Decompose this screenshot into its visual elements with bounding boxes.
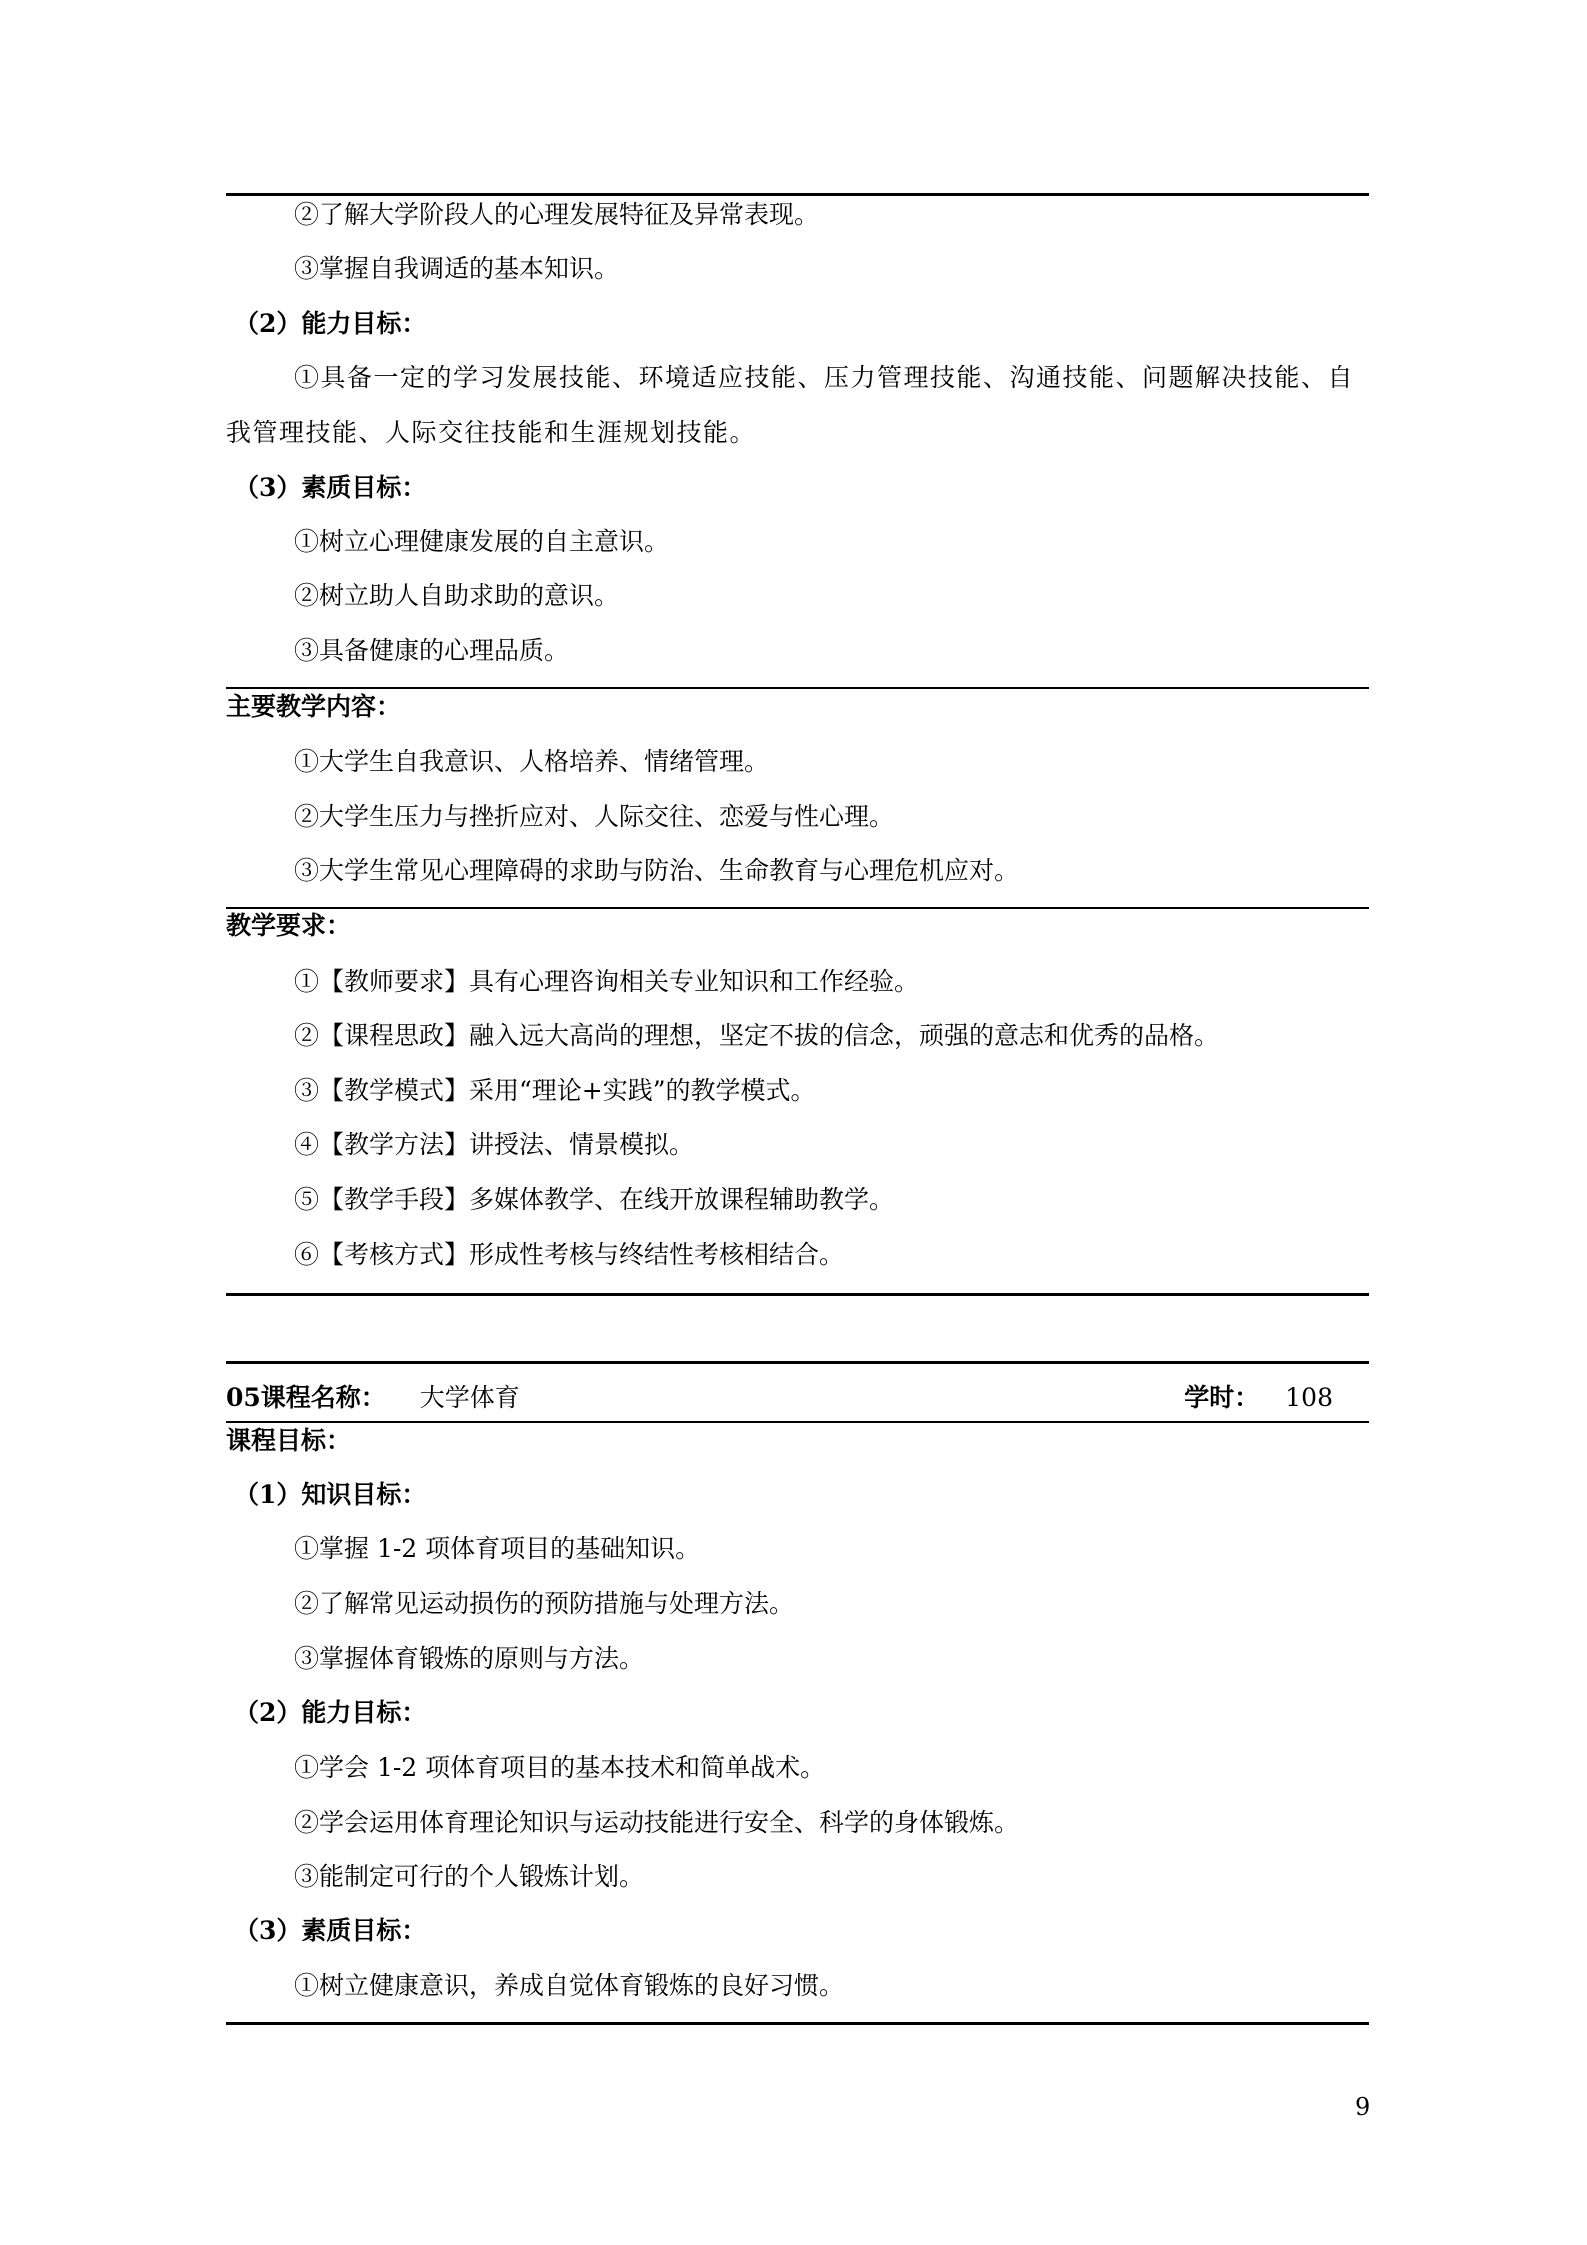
quality-heading: （3）素质目标： [234,473,427,502]
course-name-value: 大学体育 [419,1383,520,1412]
page-number: 9 [1355,2093,1371,2121]
ability-item-1: ①具备一定的学习发展技能、环境适应技能、压力管理技能、沟通技能、问题解决技能、自我管理技能、人际交往技能和生涯规划技能。 [226,363,1355,447]
hours-label: 学时： [1184,1383,1260,1412]
content-item-3: ③大学生常见心理障碍的求助与防治、生命教育与心理危机应对。 [294,856,1020,885]
hours-value: 108 [1285,1383,1333,1412]
knowledge-item-2: ②了解大学阶段人的心理发展特征及异常表现。 [294,200,820,229]
requirement-item-1: ①【教师要求】具有心理咨询相关专业知识和工作经验。 [294,967,920,996]
quality-item-1: ①树立心理健康发展的自主意识。 [294,527,670,556]
requirement-item-3: ③【教学模式】采用“理论+实践”的教学模式。 [294,1076,816,1105]
requirement-item-2: ②【课程思政】融入远大高尚的理想，坚定不拔的信念，顽强的意志和优秀的品格。 [294,1021,1220,1050]
pe-knowledge-item-3: ③掌握体育锻炼的原则与方法。 [294,1644,645,1673]
quality-item-3: ③具备健康的心理品质。 [294,636,570,665]
pe-ability-item-1: ①学会 1-2 项体育项目的基本技术和简单战术。 [294,1753,826,1782]
requirement-item-4: ④【教学方法】讲授法、情景模拟。 [294,1130,695,1159]
section2-bottom-rule [226,2022,1369,2025]
section1-bottom-rule [226,1293,1369,1296]
course-name-label: 05课程名称： [226,1383,386,1412]
content-heading: 主要教学内容： [226,692,402,721]
requirement-item-5: ⑤【教学手段】多媒体教学、在线开放课程辅助教学。 [294,1185,895,1214]
pe-knowledge-item-2: ②了解常见运动损伤的预防措施与处理方法。 [294,1589,795,1618]
content-item-2: ②大学生压力与挫折应对、人际交往、恋爱与性心理。 [294,802,895,831]
knowledge-item-3: ③掌握自我调适的基本知识。 [294,254,620,283]
pe-ability-item-2: ②学会运用体育理论知识与运动技能进行安全、科学的身体锻炼。 [294,1808,1020,1837]
pe-quality-item-1: ①树立健康意识，养成自觉体育锻炼的良好习惯。 [294,1971,845,2000]
goals-heading: 课程目标： [226,1426,352,1455]
quality-item-2: ②树立助人自助求助的意识。 [294,581,620,610]
pe-ability-heading: （2）能力目标： [234,1698,427,1727]
content-item-1: ①大学生自我意识、人格培养、情绪管理。 [294,747,770,776]
requirement-item-6: ⑥【考核方式】形成性考核与终结性考核相结合。 [294,1240,845,1269]
ability-heading: （2）能力目标： [234,309,427,338]
pe-knowledge-heading: （1）知识目标： [234,1480,427,1509]
pe-ability-item-3: ③能制定可行的个人锻炼计划。 [294,1862,645,1891]
pe-knowledge-item-1: ①掌握 1-2 项体育项目的基础知识。 [294,1534,701,1563]
section2-top-rule [226,1361,1369,1364]
requirements-heading: 教学要求： [226,911,352,940]
pe-quality-heading: （3）素质目标： [234,1916,427,1945]
